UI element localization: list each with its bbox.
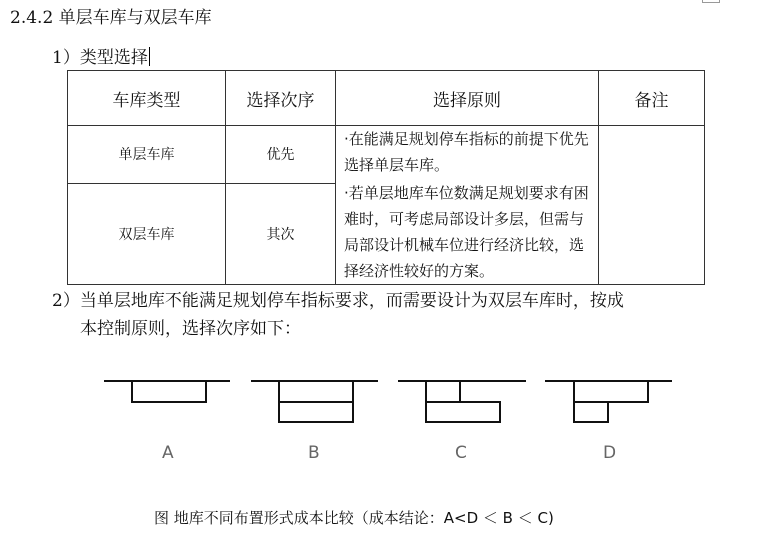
section-heading xyxy=(10,3,212,28)
subsection-marker: 1） xyxy=(52,48,80,68)
cell-remark xyxy=(599,126,705,285)
subsection-heading xyxy=(52,43,150,68)
layout-label-b: B xyxy=(308,443,320,463)
layout-label-a: A xyxy=(162,443,174,463)
paragraph-marker: 2） xyxy=(52,291,80,311)
header-selection-principle: 选择原则 xyxy=(336,71,599,126)
cell-order: 优先 xyxy=(226,126,336,184)
corner-mark xyxy=(702,0,720,3)
cell-principle xyxy=(336,126,599,285)
garage-selection-table xyxy=(67,70,705,285)
layout-label-c: C xyxy=(455,443,467,463)
table-header-row xyxy=(68,71,705,126)
layout-a-shape xyxy=(104,381,230,402)
paragraph-2 xyxy=(52,287,742,343)
principle-item: ·若单层地库车位数满足规划要求有困难时，可考虑局部设计多层，但需与局部设计机械车位进行经济比较，选择经济性较好的方案。 xyxy=(344,184,589,280)
subsection-title: 类型选择 xyxy=(79,48,148,68)
section-number: 2.4.2 xyxy=(10,8,54,28)
section-title: 单层车库与双层车库 xyxy=(58,8,212,28)
cell-type: 单层车库 xyxy=(68,126,226,184)
layout-d-shape xyxy=(545,381,672,422)
layout-b-shape xyxy=(251,381,378,422)
paragraph-line-1: 当单层地库不能满足规划停车指标要求，而需要设计为双层车库时，按成 xyxy=(79,291,624,311)
garage-layout-diagram xyxy=(0,362,760,442)
header-garage-type: 车库类型 xyxy=(68,71,226,126)
layout-c-shape xyxy=(398,381,526,422)
header-selection-order: 选择次序 xyxy=(226,71,336,126)
principle-item: ·在能满足规划停车指标的前提下优先选择单层车库。 xyxy=(344,130,589,174)
layout-label-d: D xyxy=(603,443,617,463)
text-cursor xyxy=(149,47,150,66)
cell-type: 双层车库 xyxy=(68,183,226,284)
cell-order: 其次 xyxy=(226,183,336,284)
table-row xyxy=(68,126,705,184)
header-remarks: 备注 xyxy=(599,71,705,126)
paragraph-line-2: 本控制原则，选择次序如下： xyxy=(80,319,301,339)
figure-caption: 图 地库不同布置形式成本比较（成本结论：A<D ＜ B ＜ C) xyxy=(154,509,554,527)
